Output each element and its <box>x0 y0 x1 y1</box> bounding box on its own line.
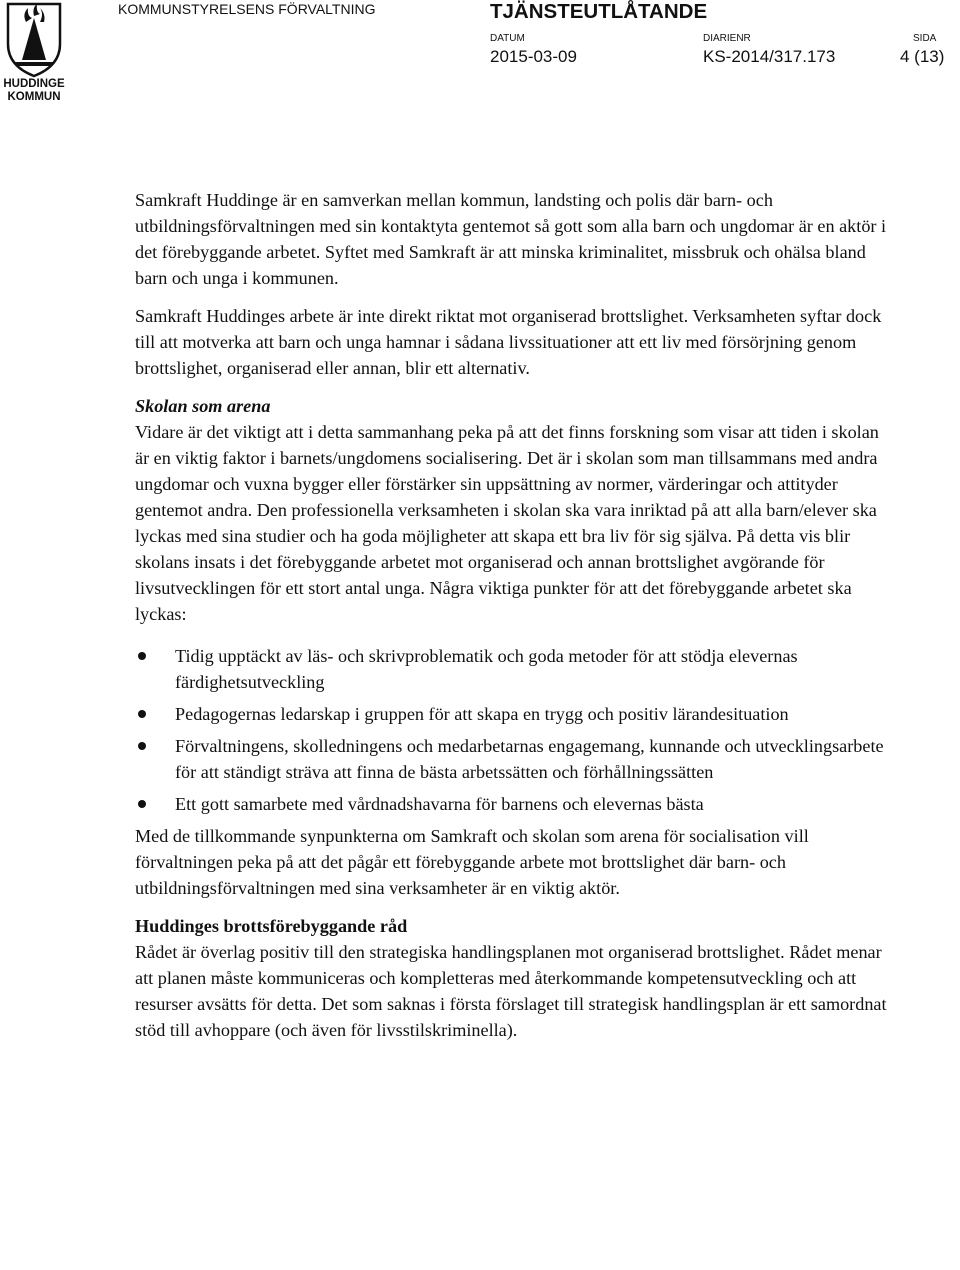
coat-of-arms-icon <box>0 0 68 80</box>
page-label: SIDA <box>913 33 937 44</box>
document-type: TJÄNSTEUTLÅTANDE <box>490 0 708 23</box>
bullet-item: Tidig upptäckt av läs- och skrivproblematik och goda metoder för att stödja elevernas färdighetsutveckling <box>135 643 895 695</box>
document-body <box>135 187 895 1043</box>
administration-name: KOMMUNSTYRELSENS FÖRVALTNING <box>118 1 376 17</box>
date-label: DATUM <box>490 33 525 44</box>
paragraph-skolan: Vidare är det viktigt att i detta sammanhang peka på att det finns forskning som visar att tiden i skolan är en viktig faktor i barnets/ungdomens socialisering. Det är i skolan som man tillsammans med andra ungdomar och vuxna bygger eller förstärker sin uppsättning av normer, värderingar och attityder gentemot andra. Den professionella verksamheten i skolan ska vara inriktad på att alla barn/elever ska lyckas med sina studier och ha goda möjligheter att skapa ett bra liv för sig själva. På detta vis blir skolans insats i det förebyggande arbetet mot organiserad och annan brottslighet avgörande för livsutvecklingen för ett stort antal unga. Några viktiga punkter för att det förebyggande arbetet ska lyckas: <box>135 422 879 624</box>
diarienr-label: DIARIENR <box>703 33 751 44</box>
logo-text <box>0 78 68 104</box>
diarienr-value: KS-2014/317.173 <box>703 47 836 66</box>
logo-text-line1: HUDDINGE <box>3 78 65 90</box>
bullet-item: Förvaltningens, skolledningens och medarbetarnas engagemang, kunnande och utvecklingsarbete för att ständigt sträva att finna de bästa arbetssätten och förhållningssätten <box>135 733 895 785</box>
bullet-list <box>135 643 895 817</box>
date-value: 2015-03-09 <box>490 47 577 66</box>
paragraph-summary: Med de tillkommande synpunkterna om Samkraft och skolan som arena för socialisation vill förvaltningen peka på att det pågår ett förebyggande arbete mot brottslighet där barn- och utbildningsförvaltningen med sina verksamheter är en viktig aktör. <box>135 826 809 898</box>
bullet-item: Ett gott samarbete med vårdnadshavarna för barnens och elevernas bästa <box>135 791 895 817</box>
page-number: 4 (13) <box>900 47 945 66</box>
bullet-item: Pedagogernas ledarskap i gruppen för att skapa en trygg och positiv lärandesituation <box>135 701 895 727</box>
logo-text-line2: KOMMUN <box>7 91 61 103</box>
section-heading-skolan: Skolan som arena <box>135 396 271 416</box>
municipality-logo <box>0 0 68 108</box>
paragraph-samkraft-intro: Samkraft Huddinge är en samverkan mellan kommun, landsting och polis där barn- och utbildningsförvaltningen med sin kontaktyta gentemot så gott som alla barn och ungdomar är en aktör i det förebyggande arbetet. Syftet med Samkraft är att minska kriminalitet, missbruk och ohälsa bland barn och unga i kommunen. <box>135 190 887 288</box>
paragraph-samkraft-scope: Samkraft Huddinges arbete är inte direkt riktat mot organiserad brottslighet. Verksamheten syftar dock till att motverka att barn och unga hamnar i sådana livssituationer att ett liv med försörjning genom brottslighet, organiserad eller annan, blir ett alternativ. <box>135 306 882 378</box>
section-heading-brottsforebyggande-rad: Huddinges brottsförebyggande råd <box>135 916 408 936</box>
paragraph-radet: Rådet är överlag positiv till den strategiska handlingsplanen mot organiserad brottslighet. Rådet menar att planen måste kommuniceras och kompletteras med återkommande kompetensutveckling och att resurser avsätts för detta. Det som saknas i första förslaget till strategisk handlingsplan är ett samordnat stöd till avhoppare (och även för livsstilskriminella). <box>135 942 887 1040</box>
